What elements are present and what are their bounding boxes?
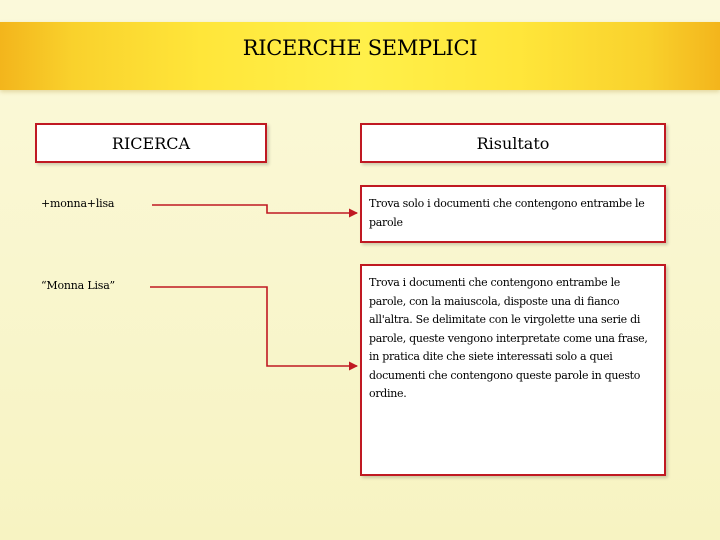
query-monna-lisa-quoted: “Monna Lisa” — [41, 279, 115, 292]
connector-arrow-1 — [152, 205, 357, 213]
page-title: RICERCHE SEMPLICI — [242, 36, 478, 60]
result-text-2: Trova i documenti che contengono entrambe le parole, con la maiuscola, disposte una di fianco all'altra. Se delimitate con le virgolette una serie di parole, queste vengono interpretate come una frase, in pratica dite che siete interessati solo a quei documenti che contengono queste parole in questo ordine. — [369, 276, 648, 400]
query-monna-lisa-plus: +monna+lisa — [41, 197, 115, 210]
connector-arrow-2 — [150, 287, 357, 366]
search-header-label: RICERCA — [111, 133, 191, 153]
result-text-1: Trova solo i documenti che contengono entrambe le parole — [369, 197, 645, 229]
result-header-label: Risultato — [476, 133, 550, 153]
